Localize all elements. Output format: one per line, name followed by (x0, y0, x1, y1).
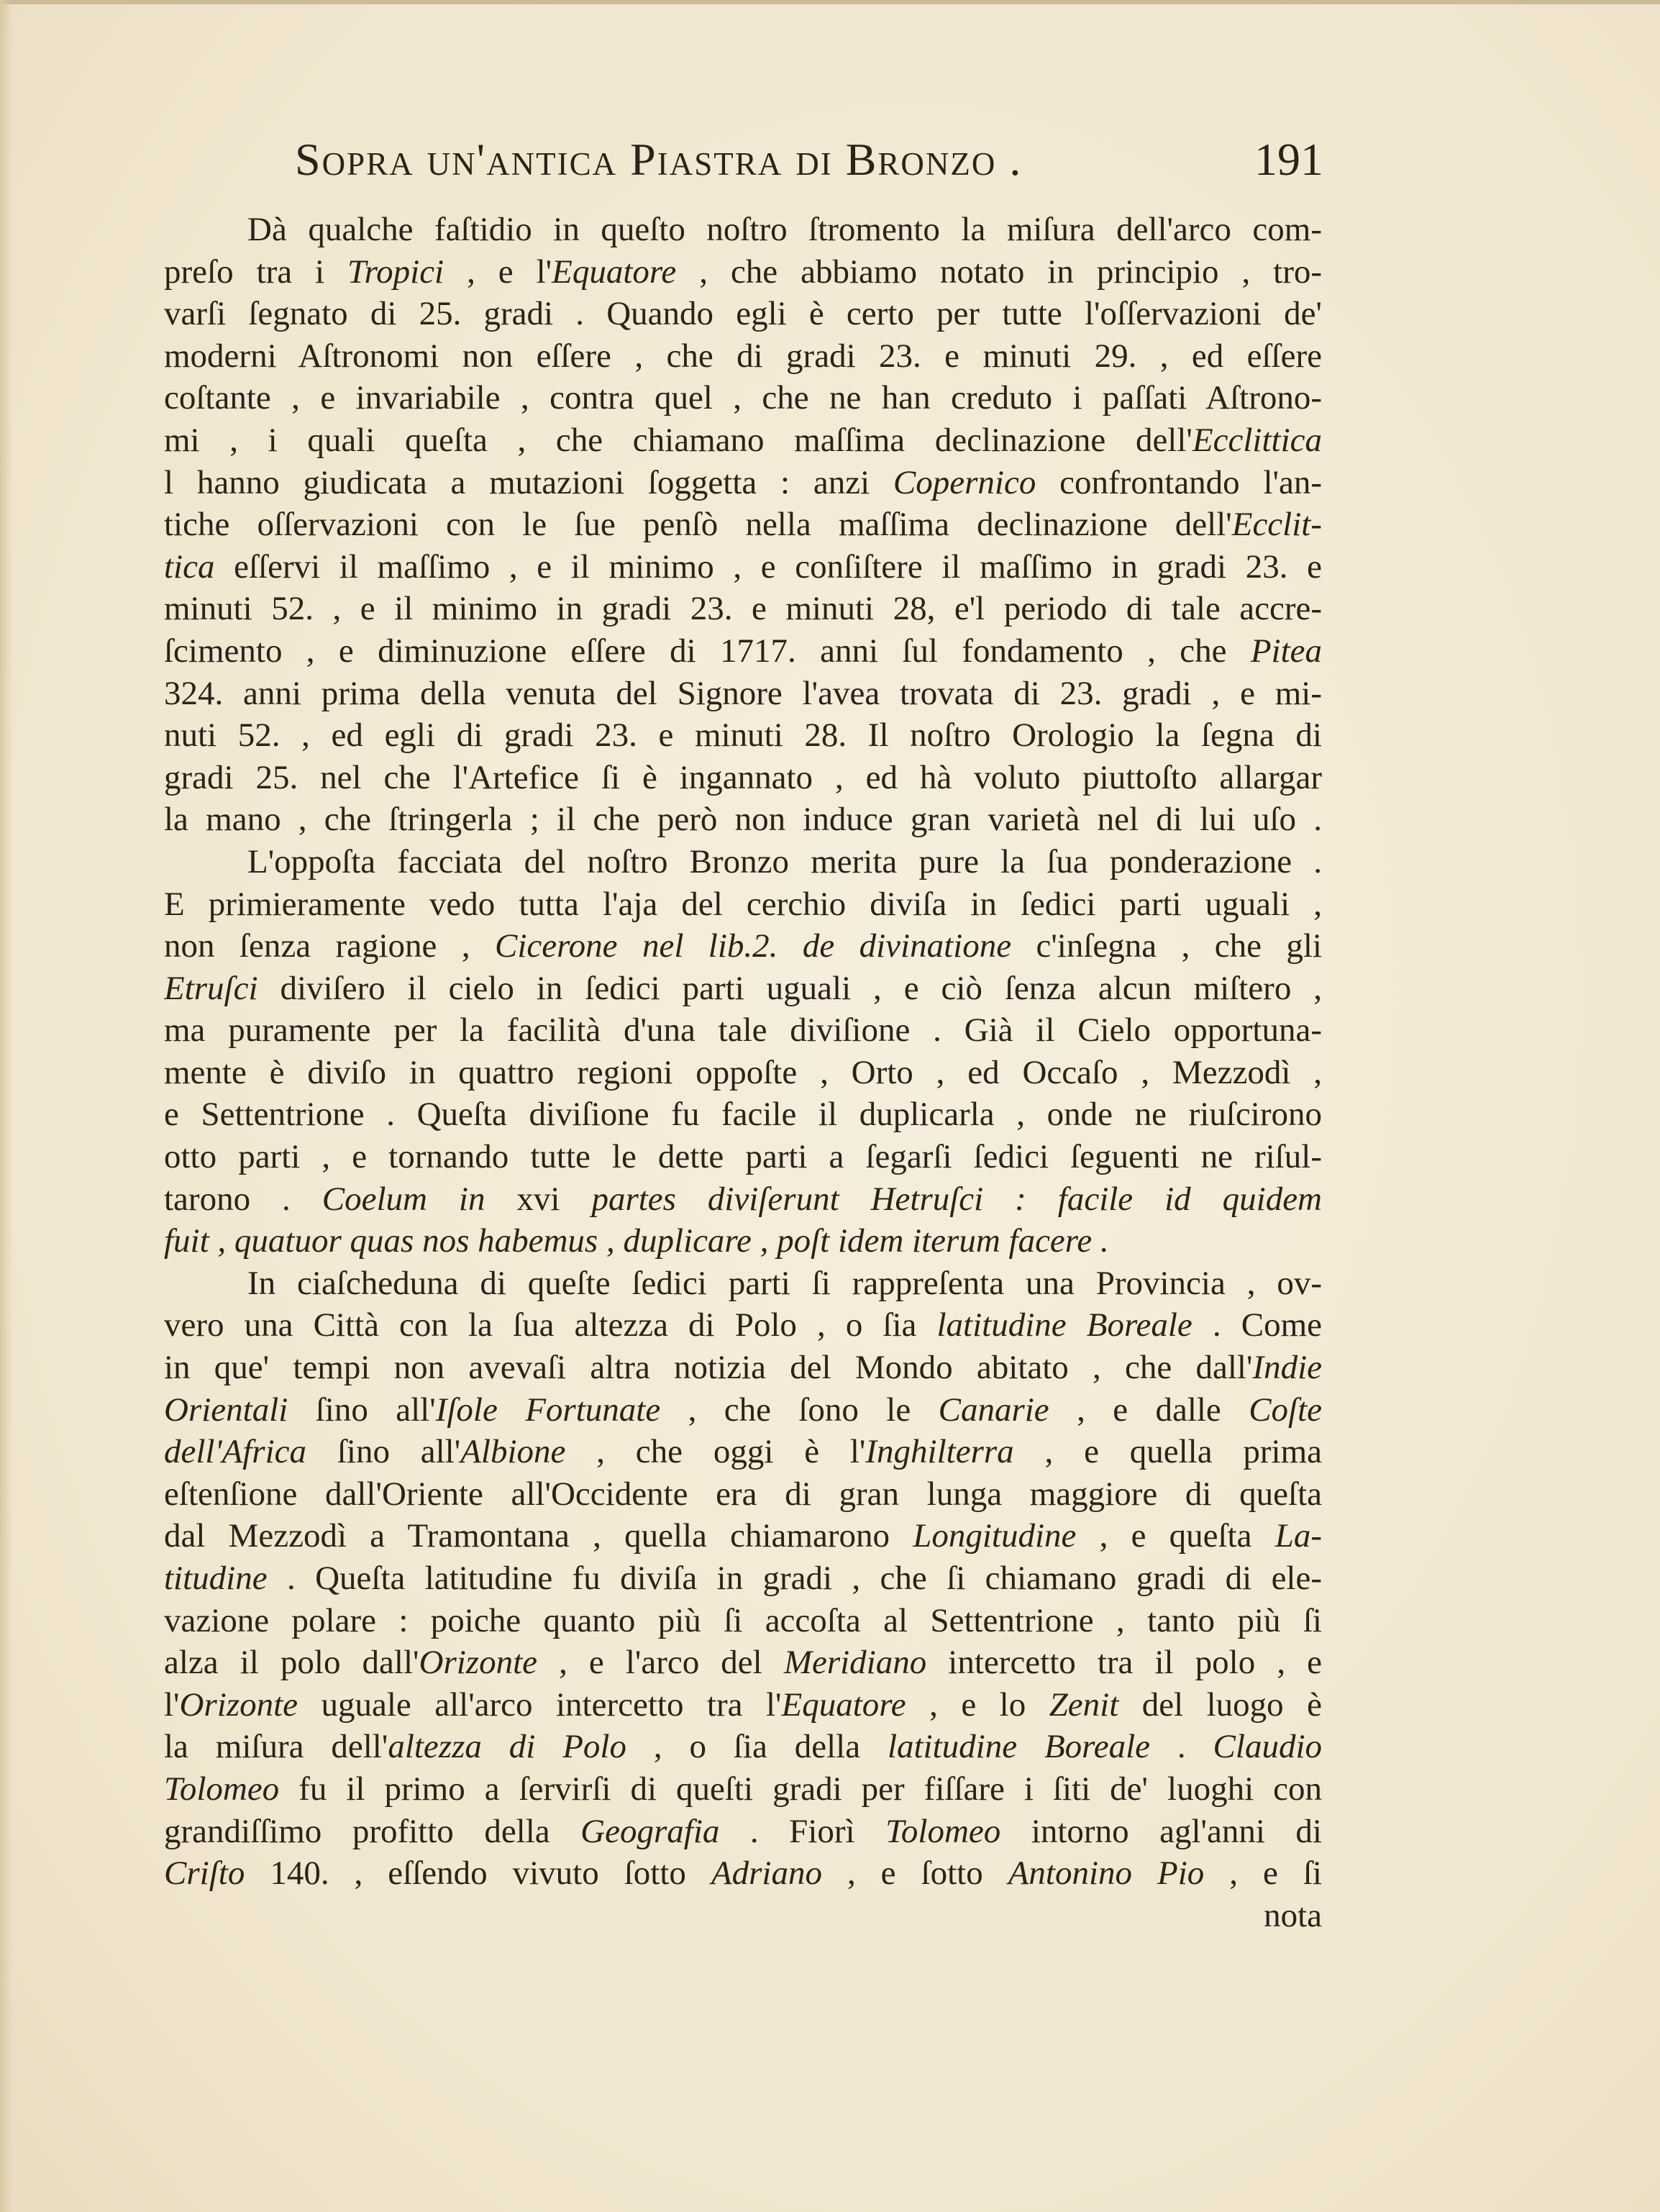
text-line: 324. anni prima della venuta del Signore l'avea trovata di 23. gradi , e mi- (164, 674, 1322, 712)
italic-term: Cicerone nel lib.2. de divinatione (495, 927, 1012, 965)
text-line: Etruſci diviſero il cielo in ſedici parti uguali , e ciò ſenza alcun miſtero , (164, 969, 1322, 1007)
text-line: titudine . Queſta latitudine fu diviſa in gradi , che ſi chiamano gradi di ele- (164, 1560, 1322, 1597)
text-line: dal Mezzodì a Tramontana , quella chiamarono Longitudine , e queſta La- (164, 1517, 1322, 1555)
text-line: e Settentrione . Queſta diviſione fu facile il duplicarla , onde ne riuſcirono (164, 1096, 1322, 1134)
italic-term: latitudine Boreale (936, 1306, 1192, 1344)
text-line: Criſto 140. , eſſendo vivuto ſotto Adriano , e ſotto Antonino Pio , e ſi (164, 1854, 1322, 1893)
text-line: eſtenſione dall'Oriente all'Occidente era di gran lunga maggiore di queſta (164, 1475, 1322, 1513)
text-line: E primieramente vedo tutta l'aja del cerchio diviſa in ſedici parti uguali , (164, 885, 1322, 923)
running-title: Sopra un'antica Piastra di Bronzo . (295, 134, 1023, 185)
italic-term: fuit , quatuor quas nos habemus , duplicare , poſt idem iterum facere . (164, 1222, 1109, 1260)
text-line: in que' tempi non avevaſi altra notizia del Mondo abitato , che dall'Indie (164, 1349, 1322, 1387)
text-line: L'oppoſta facciata del noſtro Bronzo merita pure la ſua ponderazione . (247, 842, 1322, 880)
italic-term: Criſto (164, 1854, 245, 1893)
text-line: vazione polare : poiche quanto più ſi accoſta al Settentrione , tanto più ſi (164, 1601, 1322, 1639)
text-line: Orientali ſino all'Iſole Fortunate , che ſono le Canarie , e dalle Coſte (164, 1391, 1322, 1429)
text-line: mente è diviſo in quattro regioni oppoſte , Orto , ed Occaſo , Mezzodì , (164, 1053, 1322, 1091)
running-header (295, 133, 1323, 212)
italic-term: Orizonte (419, 1644, 537, 1682)
text-line: coſtante , e invariabile , contra quel , che ne han creduto i paſſati Aſtrono- (164, 379, 1322, 417)
italic-term: Zenit (1049, 1685, 1119, 1724)
text-line: In ciaſcheduna di queſte ſedici parti ſi rappreſenta una Provincia , ov- (247, 1264, 1322, 1302)
text-line: vero una Città con la ſua altezza di Polo , o ſia latitudine Boreale . Come (164, 1306, 1322, 1344)
italic-term: Equatore (781, 1685, 906, 1724)
italic-term: La- (1274, 1517, 1322, 1555)
italic-term: Copernico (893, 463, 1036, 501)
italic-term: Indie (1252, 1349, 1322, 1387)
text-line: dell'Africa ſino all'Albione , che oggi è l'Inghilterra , e quella prima (164, 1433, 1322, 1471)
text-line: minuti 52. , e il minimo in gradi 23. e minuti 28, e'l periodo di tale accre- (164, 590, 1322, 628)
italic-term: Iſole Fortunate (435, 1391, 661, 1429)
text-line (164, 1220, 1322, 1262)
body-text (164, 209, 1322, 1936)
text-line: la mano , che ſtringerla ; il che però non induce gran varietà nel di lui uſo . (164, 801, 1322, 839)
text-line: gradi 25. nel che l'Artefice ſi è ingannato , ed hà voluto piuttoſto allargar (164, 758, 1322, 796)
italic-term: Inghilterra (865, 1433, 1014, 1471)
italic-term: Ecclit- (1231, 506, 1322, 544)
text-line: Tolomeo fu il primo a ſervirſi di queſti gradi per fiſſare i ſiti de' luoghi con (164, 1770, 1322, 1808)
italic-term: Etruſci (164, 969, 258, 1007)
text-line: l'Orizonte uguale all'arco intercetto tra l'Equatore , e lo Zenit del luogo è (164, 1685, 1322, 1724)
text-line: moderni Aſtronomi non eſſere , che di gradi 23. e minuti 29. , ed eſſere (164, 337, 1322, 375)
text-line: ſcimento , e diminuzione eſſere di 1717. anni ſul fondamento , che Pitea (164, 632, 1322, 670)
text-line: varſi ſegnato di 25. gradi . Quando egli è certo per tutte l'oſſervazioni de' (164, 295, 1322, 333)
text-line: la miſura dell'altezza di Polo , o ſia della latitudine Boreale . Claudio (164, 1728, 1322, 1766)
italic-term: Equatore (552, 252, 677, 291)
italic-term: Orientali (164, 1391, 288, 1429)
text-line: nuti 52. , ed egli di gradi 23. e minuti 28. Il noſtro Orologio la ſegna di (164, 716, 1322, 755)
text-line: non ſenza ragione , Cicerone nel lib.2. de divinatione c'inſegna , che gli (164, 927, 1322, 965)
text-line: preſo tra i Tropici , e l'Equatore , che abbiamo notato in principio , tro- (164, 252, 1322, 291)
text-line: tica eſſervi il maſſimo , e il minimo , e conſiſtere il maſſimo in gradi 23. e (164, 547, 1322, 586)
italic-term: Ecclittica (1192, 421, 1322, 459)
italic-term: partes diviſerunt Hetruſci : facile id quidem (591, 1180, 1322, 1218)
italic-term: Antonino Pio (1008, 1854, 1205, 1893)
italic-term: Albione (460, 1433, 566, 1471)
catchword: nota (1264, 1896, 1322, 1934)
italic-term: Canarie (938, 1391, 1049, 1429)
text-line: tarono . Coelum in xvi partes diviſerunt Hetruſci : facile id quidem (164, 1180, 1322, 1218)
text-line: mi , i quali queſta , che chiamano maſſima declinazione dell'Ecclittica (164, 421, 1322, 459)
text-line: alza il polo dall'Orizonte , e l'arco del Meridiano intercetto tra il polo , e (164, 1644, 1322, 1682)
italic-term: Pitea (1250, 632, 1322, 670)
italic-term: Orizonte (179, 1685, 298, 1724)
italic-term: tica (164, 547, 215, 586)
italic-term: Tropici (347, 252, 444, 291)
italic-term: Geografia (580, 1812, 720, 1850)
text-line: ma puramente per la facilità d'una tale diviſione . Già il Cielo opportuna- (164, 1011, 1322, 1050)
italic-term: Longitudine (913, 1517, 1077, 1555)
italic-term: dell'Africa (164, 1433, 307, 1471)
page-number: 191 (1254, 134, 1323, 185)
text-line: otto parti , e tornando tutte le dette parti a ſegarſi ſedici ſeguenti ne riſul- (164, 1138, 1322, 1176)
italic-term: Coelum in (321, 1180, 485, 1218)
text-line: l hanno giudicata a mutazioni ſoggetta : anzi Copernico confrontando l'an- (164, 463, 1322, 501)
italic-term: titudine (164, 1560, 268, 1597)
italic-term: altezza di Polo (388, 1728, 626, 1766)
text-line: Dà qualche faſtidio in queſto noſtro ſtromento la miſura dell'arco com- (247, 211, 1322, 248)
page-top-edge (0, 0, 1660, 4)
italic-term: Tolomeo (164, 1770, 280, 1808)
text-line: grandiſſimo profitto della Geografia . Fiorì Tolomeo intorno agl'anni di (164, 1812, 1322, 1850)
italic-term: latitudine Boreale (887, 1728, 1151, 1766)
italic-term: Adriano (711, 1854, 822, 1893)
page-left-edge (0, 0, 13, 2212)
italic-term: Coſte (1249, 1391, 1322, 1429)
italic-term: Tolomeo (885, 1812, 1001, 1850)
text-line: tiche oſſervazioni con le ſue penſò nella maſſima declinazione dell'Ecclit- (164, 506, 1322, 544)
italic-term: Meridiano (783, 1644, 927, 1682)
italic-term: Claudio (1213, 1728, 1322, 1766)
